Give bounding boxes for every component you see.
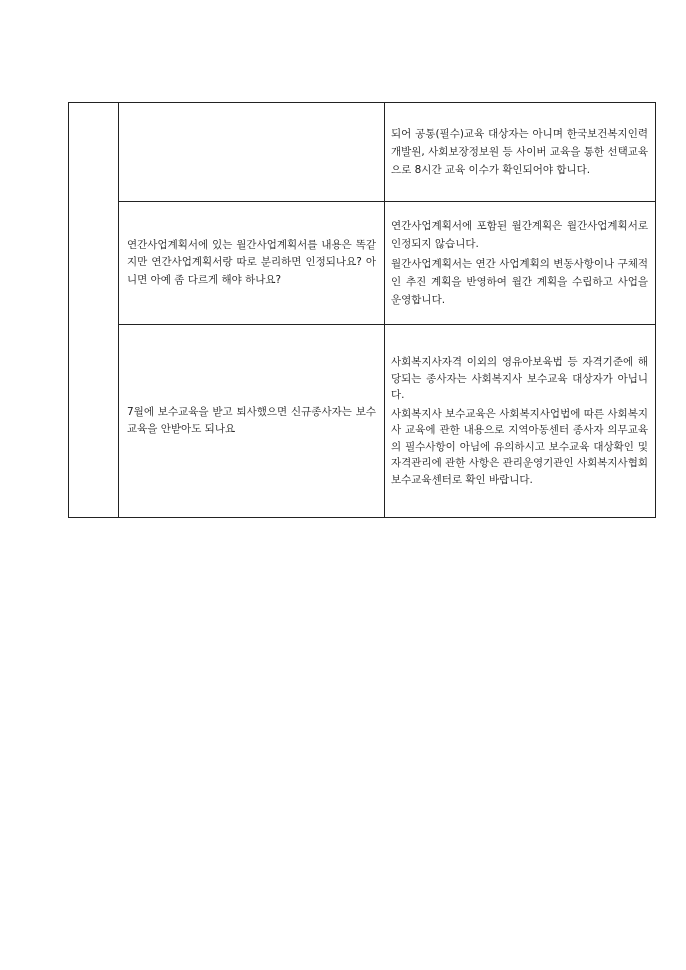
question-cell: [119, 202, 385, 325]
question-text: 연간사업계획서에 있는 월간사업계획서를 내용은 똑같지만 연간사업계획서랑 따로 분리하면 인정되나요? 아니면 아예 좀 다르게 해야 하나요?: [127, 238, 376, 286]
answer-cell: [385, 103, 656, 202]
answer-paragraph: 사회복지사자격 이외의 영유아보육법 등 자격기준에 해당되는 종사자는 사회복지사 보수교육 대상자가 아닙니다.: [391, 356, 648, 401]
answer-paragraph: 사회복지사 보수교육은 사회복지사업법에 따른 사회복지사 교육에 관한 내용으로 지역아동센터 종사자 의무교육의 필수사항이 아님에 유의하시고 보수교육 대상확인 및 자격관리에 관한 사항은 관리운영기관인 사회복지사협회 보수교육센터로 확인 바랍니다.: [391, 407, 648, 486]
answer-paragraph: 되어 공통(필수)교육 대상자는 아니며 한국보건복지인력개발원, 사회보장정보원 등 사이버 교육을 통한 선택교육으로 8시간 교육 이수가 확인되어야 합니다.: [391, 128, 648, 176]
answer-paragraph: 월간사업계획서는 연간 사업계획의 변동사항이나 구체적인 추진 계획을 반영하여 월간 계획을 수립하고 사업을 운영합니다.: [391, 258, 648, 306]
answer-cell: [385, 202, 656, 325]
question-cell: [119, 103, 385, 202]
faq-table: [68, 102, 656, 518]
question-cell: [119, 325, 385, 518]
category-cell: [69, 103, 119, 518]
question-text: 7월에 보수교육을 받고 퇴사했으면 신규종사자는 보수교육을 안받아도 되나요: [127, 405, 376, 435]
table-row: [69, 202, 656, 325]
answer-cell: [385, 325, 656, 518]
answer-paragraph: 연간사업계획서에 포함된 월간계획은 월간사업계획서로 인정되지 않습니다.: [391, 220, 648, 250]
table-row: [69, 325, 656, 518]
table-row: [69, 103, 656, 202]
